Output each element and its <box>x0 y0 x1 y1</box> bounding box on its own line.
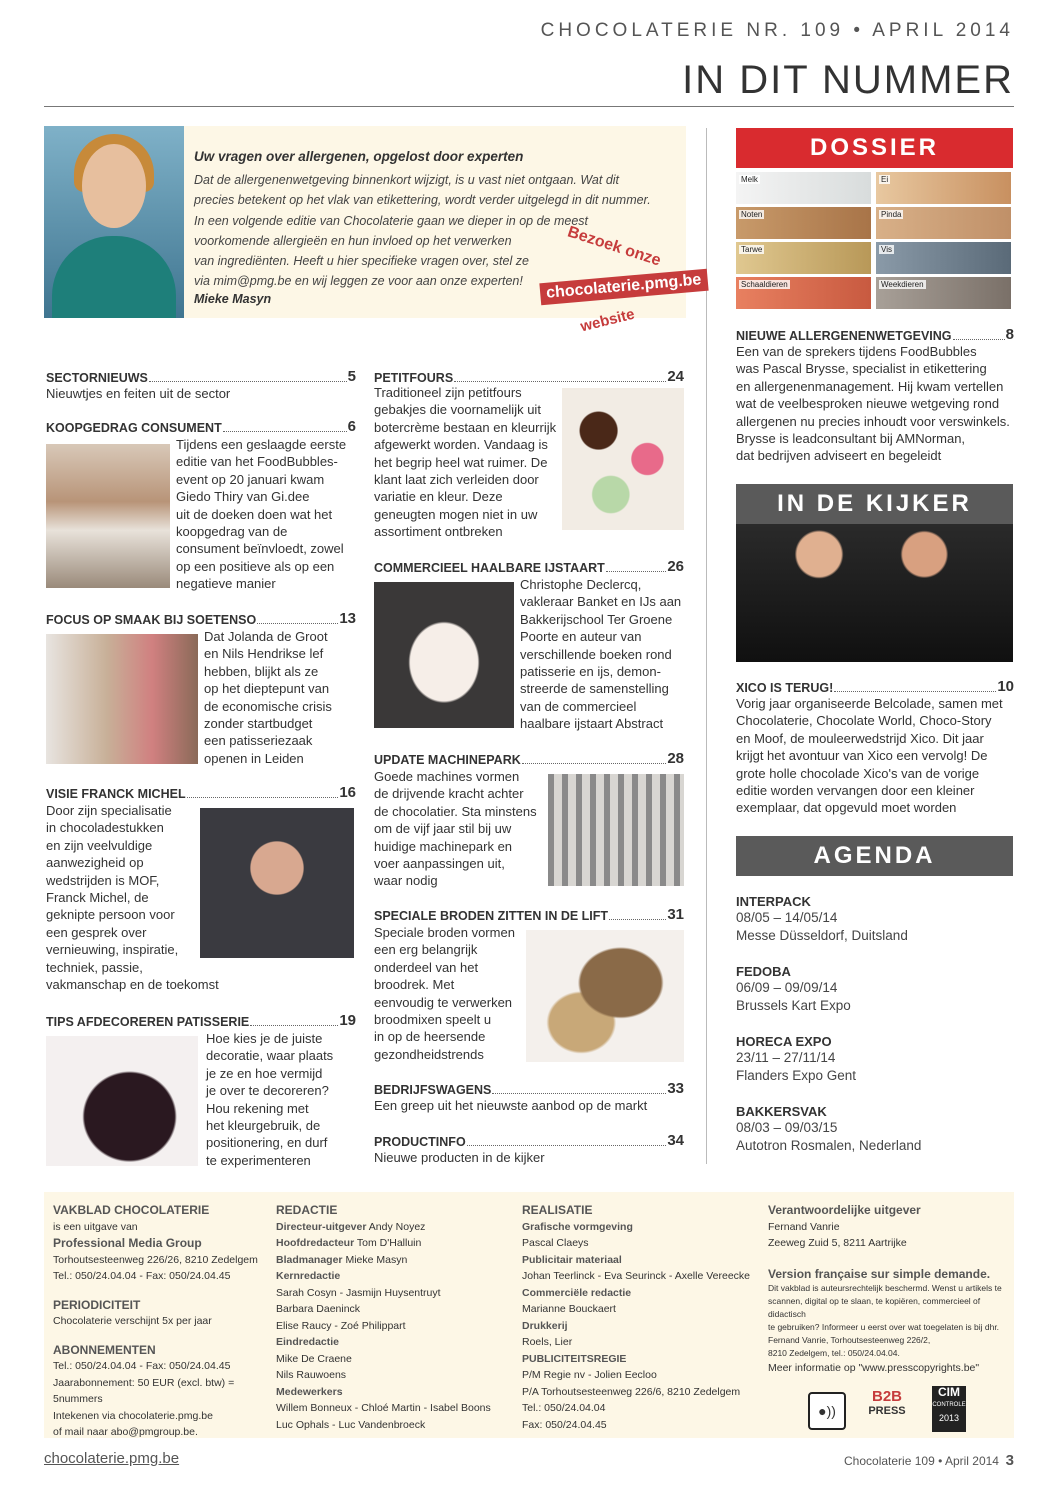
toc-title: XICO IS TERUG! <box>736 681 834 695</box>
dossier-banner: DOSSIER <box>736 128 1013 168</box>
toc-desc: Hoe kies je de juiste decoratie, waar plaats je ze en hoe vermijd je over te decoreren? Hou rekening met het kleurgebruik, de positionering, en durf te experimenteren <box>206 1031 334 1168</box>
colophon-realisation: REALISATIE Grafische vormgeving Pascal Claeys Publicitair materiaal Johan Teerlinck - Eva Seurinck - Axelle Vereecke Commerciële redactie Marianne Bouckaert Drukkerij Roels, Lier PUBLICITEITSREGIE P/M Regie nv - Jolien Eecloo P/A Torhoutsesteenweg 226/6, 8210 Zedelgem Tel.: 050/24.04.04 Fax: 050/24.04.45 <box>522 1203 751 1431</box>
toc-item-xico[interactable] <box>736 678 1014 817</box>
toc-title: SPECIALE BRODEN ZITTEN IN DE LIFT <box>374 909 609 923</box>
allergen-cell-pinda: Pinda <box>876 207 1011 239</box>
toc-title: BEDRIJFSWAGENS <box>374 1083 492 1097</box>
colophon-editorial: REDACTIE Directeur-uitgever Andy Noyez Hoofdredacteur Tom D'Halluin Bladmanager Mieke Masyn Kernredactie Sarah Cosyn - Jasmijn Huysentruyt Barbara Daeninck Elise Raucy - Zoé Philippart Eindredactie Mike De Craene Nils Rauwoens Medewerkers Willem Bonneux - Chloé Martin - Isabel Boons Luc Ophals - Luc Vandenbroeck <box>276 1203 491 1431</box>
toc-page: 34 <box>667 1132 684 1149</box>
toc-desc: Nieuwtjes en feiten uit de sector <box>46 386 231 401</box>
agenda-item: BAKKERSVAK 08/03 – 09/03/15 Autotron Rosmalen, Nederland <box>736 1104 922 1153</box>
page-title: IN DIT NUMMER <box>682 58 1014 102</box>
sound-logo-icon: ●)) <box>808 1392 846 1430</box>
toc-item-soetenso[interactable] <box>46 610 356 627</box>
agenda-item: FEDOBA 06/09 – 09/09/14 Brussels Kart Expo <box>736 964 851 1013</box>
editorial-signature: Mieke Masyn <box>194 292 272 306</box>
toc-title: KOOPGEDRAG CONSUMENT <box>46 421 222 435</box>
allergen-cell-vis: Vis <box>876 242 1011 274</box>
allergen-grid <box>736 172 1013 308</box>
toc-page: 26 <box>667 558 684 575</box>
toc-desc: Nieuwe producten in de kijker <box>374 1150 545 1165</box>
colophon-responsible: Verantwoordelijke uitgever Fernand Vanrie Zeeweg Zuid 5, 8211 Aartrijke Version française sur simple demande. Dit vakblad is auteursrechtelijk beschermd. Wenst u artikels te scannen, digital op te slaan, te kopiëren, commercieel of didactisch te gebruiken? Informeer u eerst over wat toegelaten is bij dhr. Fernand Vanrie, Torhoutsesteenweg 226/2, 8210 Zedelgem, tel.: 050/24.04.04. Meer informatie op "www.presscopyrights.be" <box>768 1203 1002 1374</box>
website-stamp[interactable] <box>540 223 702 338</box>
allergen-cell-schaaldieren: Schaaldieren <box>736 277 871 309</box>
agenda-banner: AGENDA <box>736 836 1013 876</box>
toc-item-bedrijfswagens[interactable] <box>374 1080 684 1114</box>
toc-item-petitfours[interactable] <box>374 368 684 385</box>
toc-desc: Een van de sprekers tijdens FoodBubbles was Pascal Brysse, specialist in etikettering en allergenenmanagement. Hij kwam vertellen wat de veelbesproken nieuwe wetgeving rond allergenen nu precies inhoudt voor verswinkels. Brysse is leadconsultant bij AMNorman, dat bedrijven adviseert en begeleidt <box>736 344 1010 464</box>
cim-logo: CIM CONTROLE 2013 <box>932 1386 966 1432</box>
toc-title: NIEUWE ALLERGENENWETGEVING <box>736 329 952 343</box>
toc-page: 16 <box>339 784 356 801</box>
toc-title: COMMERCIEEL HAALBARE IJSTAART <box>374 561 605 575</box>
allergen-cell-ei: Ei <box>876 172 1011 204</box>
colophon-publisher: VAKBLAD CHOCOLATERIE is een uitgave van Professional Media Group Torhoutsesteenweg 226/26, 8210 Zedelgem Tel.: 050/24.04.04 - Fax: 050/24.04.45 PERIODICITEIT Chocolaterie verschijnt 5x per jaar ABONNEMENTEN Tel.: 050/24.04.04 - Fax: 050/24.04.45 Jaarabonnement: 50 EUR (excl. btw) = 5nummers Intekenen via chocolaterie.pmg.be of mail naar abo@pmgroup.be. <box>53 1203 258 1438</box>
xico-event-photo <box>736 524 1013 662</box>
stamp-url[interactable]: chocolaterie.pmg.be <box>539 269 708 306</box>
allergen-cell-noten: Noten <box>736 207 871 239</box>
agenda-item: HORECA EXPO 23/11 – 27/11/14 Flanders Expo Gent <box>736 1034 857 1083</box>
petitfours-image <box>562 388 684 530</box>
toc-title: UPDATE MACHINEPARK <box>374 753 521 767</box>
toc-item-ijstaart[interactable] <box>374 558 684 575</box>
page-number: 3 <box>1005 1452 1014 1469</box>
toc-page: 5 <box>347 368 356 385</box>
toc-page: 33 <box>667 1080 684 1097</box>
toc-desc: Christophe Declercq, vakleraar Banket en IJs aan Bakkerijschool Ter Groene Poorte en auteur van verschillende boeken rond patisserie en ijs, demon- streerde de samenstelling van de commercieel haalbare ijstaart Abstract <box>520 577 682 732</box>
footer-url-link[interactable]: chocolaterie.pmg.be <box>44 1450 180 1467</box>
agenda-item: INTERPACK 08/05 – 14/05/14 Messe Düsseldorf, Duitsland <box>736 894 908 943</box>
toc-page: 31 <box>667 906 684 923</box>
decorated-cake-image <box>46 1036 198 1166</box>
editorial-heading: Uw vragen over allergenen, opgelost door experten <box>194 149 524 164</box>
editor-photo <box>44 126 184 318</box>
toc-title: PETITFOURS <box>374 371 454 385</box>
toc-desc: Tijdens een geslaagde eerste editie van het FoodBubbles- event op 20 januari kwam Giedo Thiry van Gi.dee uit de doeken doen wat het koopgedrag van de consument beïnvloedt, zowel op een positieve als op een negatieve manier <box>176 437 347 592</box>
toc-page: 8 <box>1005 326 1014 343</box>
toc-title: VISIE FRANCK MICHEL <box>46 787 186 801</box>
toc-title: TIPS AFDECOREREN PATISSERIE <box>46 1015 250 1029</box>
bakery-interior-image <box>46 444 170 588</box>
soetenso-owners-image <box>46 634 198 764</box>
toc-page: 6 <box>347 418 356 435</box>
toc-desc: Door zijn specialisatie in chocoladestukken en zijn veelvuldige aanwezigheid op wedstrijden is MOF, Franck Michel, de geknipte persoon voor een gesprek over vernieuwing, inspiratie, techniek, passie, vakmanschap en de toekomst <box>46 803 219 993</box>
stamp-top-text: Bezoek onze <box>565 223 663 270</box>
machine-image <box>548 774 684 886</box>
toc-item-productinfo[interactable] <box>374 1132 684 1166</box>
editorial-body: Dat de allergenenwetgeving binnenkort wijzigt, is u vast niet ontgaan. Wat dit precies betekent op het vlak van etikettering, wordt verder uitgelegd in dit nummer. In een volgende editie van Chocolaterie gaan we dieper in op de meest voorkomende allergieën en hun invloed op het verwerken van ingrediënten. Heeft u hier specifieke vragen over, stel ze via mim@pmg.be en wij leggen ze voor aan onze experten! <box>194 173 651 289</box>
allergen-cell-melk: Melk <box>736 172 871 204</box>
toc-title: SECTORNIEUWS <box>46 371 148 385</box>
toc-desc: Goede machines vormen de drijvende kracht achter de chocolatier. Sta minstens om de vijf jaar stil bij uw huidige machinepark en voer aanpassingen uit, waar nodig <box>374 769 537 889</box>
footer-issue: Chocolaterie 109 • April 2014 3 <box>844 1452 1014 1469</box>
toc-page: 13 <box>339 610 356 627</box>
stamp-bottom-text: website <box>578 305 637 336</box>
toc-page: 24 <box>667 368 684 385</box>
toc-desc: Dat Jolanda de Groot en Nils Hendrikse lef hebben, blijkt als ze op het dieptepunt van de economische crisis zonder startbudget een patisseriezaak openen in Leiden <box>204 629 332 766</box>
header-divider <box>44 106 1014 107</box>
toc-desc: Traditioneel zijn petitfours gebakjes die voornamelijk uit botercrème bestaan en kleurrijk afgewerkt worden. Vandaag is het begrip heel wat ruimer. De klant laat zich verleiden door variatie en kleur. Deze geneugten mogen niet in uw assortiment ontbreken <box>374 385 557 540</box>
toc-item-machinepark[interactable] <box>374 750 684 767</box>
toc-item-sectornieuws[interactable] <box>46 368 356 402</box>
toc-item-koopgedrag[interactable] <box>46 418 356 435</box>
toc-page: 19 <box>339 1012 356 1029</box>
toc-desc: Vorig jaar organiseerde Belcolade, samen met Chocolaterie, Chocolate World, Choco-Story en Moof, de mouleerwedstrijd Xico. Dit jaar krijgt het avontuur van Xico een vervolg! De grote holle chocolade Xico's van de vorige editie worden vervangen door een kleiner exemplaar, dat opgevuld moet worden <box>736 696 1003 816</box>
kijker-banner: IN DE KIJKER <box>736 484 1013 524</box>
toc-title: FOCUS OP SMAAK BIJ SOETENSO <box>46 613 257 627</box>
toc-page: 10 <box>997 678 1014 695</box>
toc-item-broden[interactable] <box>374 906 684 923</box>
toc-item-franck-michel[interactable] <box>46 784 356 801</box>
toc-title: PRODUCTINFO <box>374 1135 466 1149</box>
toc-item-afdecoreren[interactable] <box>46 1012 356 1029</box>
issue-kicker: CHOCOLATERIE NR. 109 • APRIL 2014 <box>540 20 1014 41</box>
toc-item-allergenenwetgeving[interactable] <box>736 326 1014 465</box>
toc-desc: Speciale broden vormen een erg belangrijk onderdeel van het broodrek. Met eenvoudig te verwerken broodmixen speelt u in op de heersende gezondheidstrends <box>374 925 515 1062</box>
allergen-cell-tarwe: Tarwe <box>736 242 871 274</box>
bread-image <box>526 930 684 1062</box>
ice-cake-image <box>374 582 514 728</box>
b2b-press-logo: B2B PRESS <box>868 1388 906 1417</box>
allergen-cell-weekdieren: Weekdieren <box>876 277 1011 309</box>
toc-desc: Een greep uit het nieuwste aanbod op de markt <box>374 1098 648 1113</box>
toc-page: 28 <box>667 750 684 767</box>
